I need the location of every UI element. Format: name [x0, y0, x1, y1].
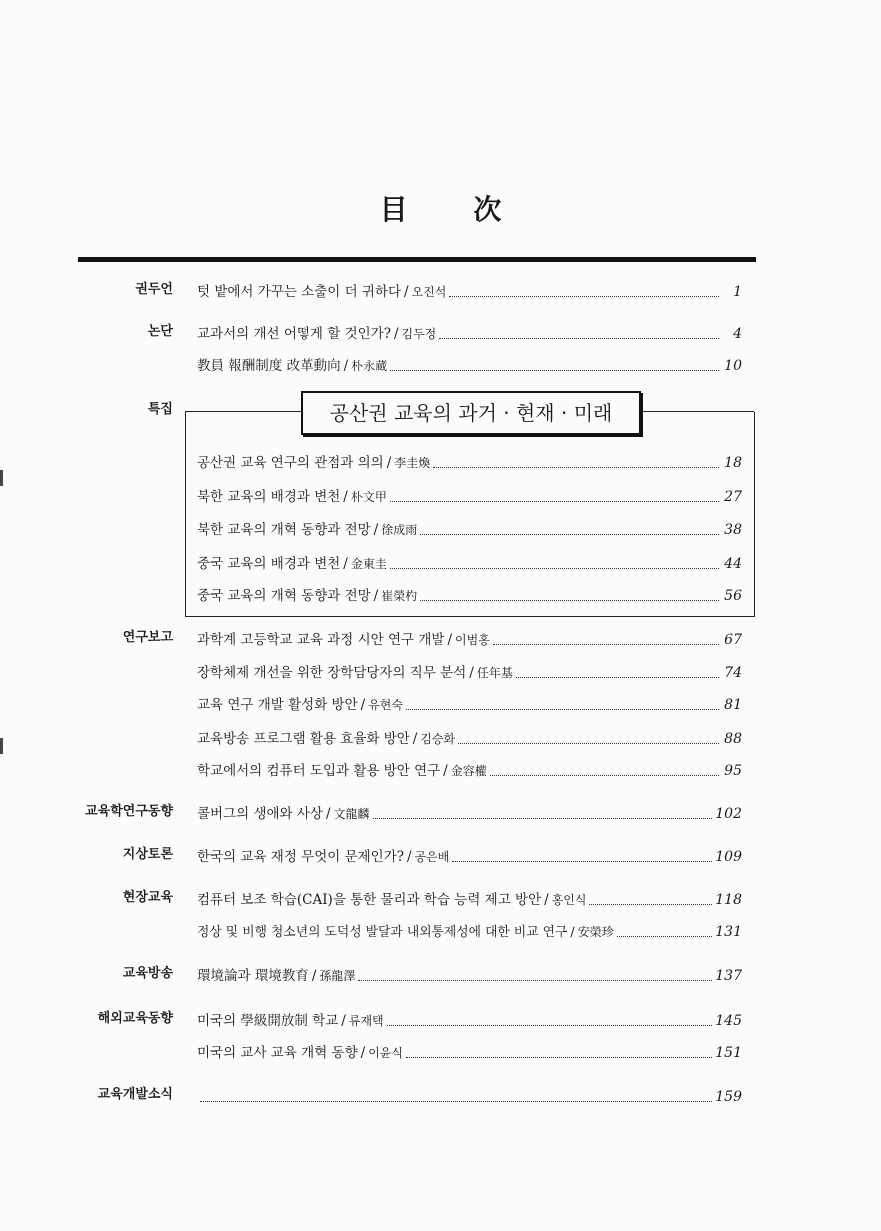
toc-entry[interactable] [197, 922, 742, 942]
dot-leader [406, 709, 719, 710]
entry-title: 교육방송 프로그램 활용 효율화 방안 [197, 731, 410, 747]
entry-author: 김두정 [401, 327, 437, 341]
box-top-line-right [637, 411, 754, 412]
toc-entry[interactable] [197, 324, 742, 344]
entry-title: 環境論과 環境教育 [197, 968, 309, 984]
separator: / [373, 522, 379, 538]
entry-title: 공산권 교육 연구의 관점과 의의 [197, 455, 384, 471]
entry-page: 27 [724, 489, 742, 505]
entry-page: 95 [724, 763, 742, 779]
dot-leader [390, 501, 719, 502]
entry-page: 81 [724, 697, 742, 713]
entry-page: 10 [724, 358, 742, 374]
dot-leader [493, 644, 719, 645]
dot-leader [200, 1101, 712, 1102]
dot-leader [390, 568, 719, 569]
toc-entry[interactable] [197, 1087, 742, 1107]
section-category: 권두언 [135, 282, 173, 297]
entry-author: 이범홍 [455, 633, 490, 647]
entry-page: 151 [715, 1045, 742, 1061]
entry-title: 미국의 교사 교육 개혁 동향 [197, 1045, 358, 1061]
toc-entry[interactable] [197, 695, 742, 715]
entry-author: 金東圭 [350, 557, 387, 571]
entry-author: 任年基 [476, 666, 513, 680]
entry-page: 74 [724, 665, 742, 681]
toc-entry[interactable] [197, 1043, 742, 1063]
entry-author: 홍인식 [551, 893, 587, 907]
section-category: 해외교육동향 [97, 1011, 173, 1026]
entry-title: 教員 報酬制度 改革動向 [197, 358, 341, 374]
entry-author: 유현숙 [368, 698, 403, 712]
entry-title: 컴퓨터 보조 학습(CAI)을 통한 물리과 학습 능력 제고 방안 [197, 892, 542, 908]
entry-page: 159 [715, 1089, 742, 1105]
margin-mark [0, 738, 3, 754]
feature-title: 공산권 교육의 과거 · 현재 · 미래 [301, 391, 641, 435]
entry-author: 류재택 [348, 1014, 384, 1028]
entry-title: 중국 교육의 개혁 동향과 전망 [197, 588, 371, 604]
entry-author: 金容權 [450, 764, 487, 778]
separator: / [343, 489, 348, 505]
section-category: 특집 [147, 402, 173, 417]
toc-entry[interactable] [197, 630, 742, 650]
separator: / [406, 849, 412, 865]
dot-leader [458, 743, 719, 744]
toc-entry[interactable] [197, 729, 742, 749]
entry-title: 학교에서의 컴퓨터 도입과 활용 방안 연구 [197, 763, 441, 779]
entry-author: 徐成雨 [381, 523, 418, 537]
separator: / [404, 284, 409, 300]
section-category: 지상토론 [122, 847, 173, 862]
entry-title: 텃 밭에서 가꾸는 소출이 더 귀하다 [197, 284, 402, 300]
dot-leader [373, 818, 713, 819]
separator: / [443, 763, 448, 779]
dot-leader [406, 1057, 712, 1058]
entry-author: 오진석 [411, 285, 447, 299]
entry-title: 콜버그의 생애와 사상 [197, 806, 323, 822]
entry-author: 崔榮杓 [381, 589, 418, 603]
toc-entry[interactable] [197, 890, 742, 910]
section-category: 논단 [147, 324, 173, 339]
dot-leader [490, 775, 719, 776]
separator: / [341, 1013, 346, 1029]
entry-page: 56 [724, 588, 742, 604]
separator: / [412, 731, 418, 747]
section-category: 교육방송 [122, 966, 173, 981]
entry-page: 131 [715, 924, 742, 940]
entry-page: 118 [715, 892, 742, 908]
separator: / [386, 455, 392, 471]
dot-leader [387, 1025, 713, 1026]
dot-leader [452, 861, 712, 862]
entry-title: 북한 교육의 배경과 변천 [197, 489, 341, 505]
toc-entry[interactable] [197, 847, 742, 867]
toc-entry[interactable] [197, 554, 742, 574]
separator: / [544, 892, 549, 908]
toc-entry[interactable] [197, 761, 742, 781]
toc-entry[interactable] [197, 586, 742, 606]
separator: / [469, 665, 474, 681]
entry-author: 孫龍澤 [319, 969, 356, 983]
entry-page: 44 [724, 556, 742, 572]
separator: / [311, 968, 317, 984]
entry-title: 미국의 學級開放制 학교 [197, 1013, 339, 1029]
toc-entry[interactable] [197, 804, 742, 824]
entry-title: 한국의 교육 재정 무엇이 문제인가? [197, 849, 404, 865]
toc-entry[interactable] [197, 663, 742, 683]
entry-page: 145 [715, 1013, 742, 1029]
entry-page: 67 [724, 632, 742, 648]
entry-page: 88 [724, 731, 742, 747]
entry-page: 1 [733, 284, 742, 300]
toc-entry[interactable] [197, 487, 742, 507]
entry-title: 북한 교육의 개혁 동향과 전망 [197, 522, 371, 538]
entry-title: 정상 및 비행 청소년의 도덕성 발달과 내외통제성에 대한 비교 연구 [197, 925, 568, 940]
dot-leader [390, 370, 719, 371]
page-title: 目 次 [379, 193, 530, 226]
toc-entry[interactable] [197, 966, 742, 986]
toc-entry[interactable] [197, 453, 742, 473]
dot-leader [358, 980, 712, 981]
top-rule [78, 257, 756, 262]
toc-entry[interactable] [197, 356, 742, 376]
separator: / [343, 556, 348, 572]
entry-page: 102 [715, 806, 742, 822]
dot-leader [420, 600, 719, 601]
entry-page: 109 [715, 849, 742, 865]
entry-author: 安榮珍 [577, 925, 614, 939]
entry-title: 과학계 고등학교 교육 과정 시안 연구 개발 [197, 632, 445, 648]
separator: / [360, 1045, 366, 1061]
entry-author: 文龍麟 [333, 807, 370, 821]
entry-author: 朴永蔵 [351, 359, 388, 373]
section-category: 연구보고 [122, 630, 173, 645]
dot-leader [433, 467, 719, 468]
separator: / [570, 925, 575, 940]
section-category: 교육학연구동향 [85, 804, 173, 819]
separator: / [360, 697, 366, 713]
toc-entry[interactable] [197, 1011, 742, 1031]
entry-title: 교과서의 개선 어떻게 할 것인가? [197, 326, 391, 342]
entry-page: 137 [715, 968, 742, 984]
entry-title: 교육 연구 개발 활성화 방안 [197, 697, 358, 713]
entry-page: 18 [724, 455, 742, 471]
dot-leader [516, 677, 719, 678]
separator: / [373, 588, 379, 604]
section-category: 교육개발소식 [97, 1087, 173, 1102]
dot-leader [439, 338, 719, 339]
dot-leader [617, 936, 713, 937]
entry-title: 장학체제 개선을 위한 장학담당자의 직무 분석 [197, 665, 467, 681]
entry-title: 중국 교육의 배경과 변천 [197, 556, 341, 572]
toc-entry[interactable] [197, 282, 742, 302]
dot-leader [449, 296, 719, 297]
entry-author: 朴文甲 [350, 490, 387, 504]
separator: / [393, 326, 399, 342]
entry-author: 김승화 [420, 732, 456, 746]
dot-leader [589, 904, 712, 905]
separator: / [447, 632, 453, 648]
entry-page: 38 [724, 522, 742, 538]
section-category: 현장교육 [122, 890, 173, 905]
toc-entry[interactable] [197, 520, 742, 540]
entry-author: 李圭煥 [394, 456, 431, 470]
separator: / [325, 806, 331, 822]
entry-page: 4 [733, 326, 742, 342]
dot-leader [420, 534, 719, 535]
margin-mark [0, 470, 3, 486]
separator: / [343, 358, 349, 374]
entry-author: 이윤식 [368, 1046, 403, 1060]
box-top-line-left [185, 411, 303, 412]
entry-author: 공은배 [414, 850, 450, 864]
